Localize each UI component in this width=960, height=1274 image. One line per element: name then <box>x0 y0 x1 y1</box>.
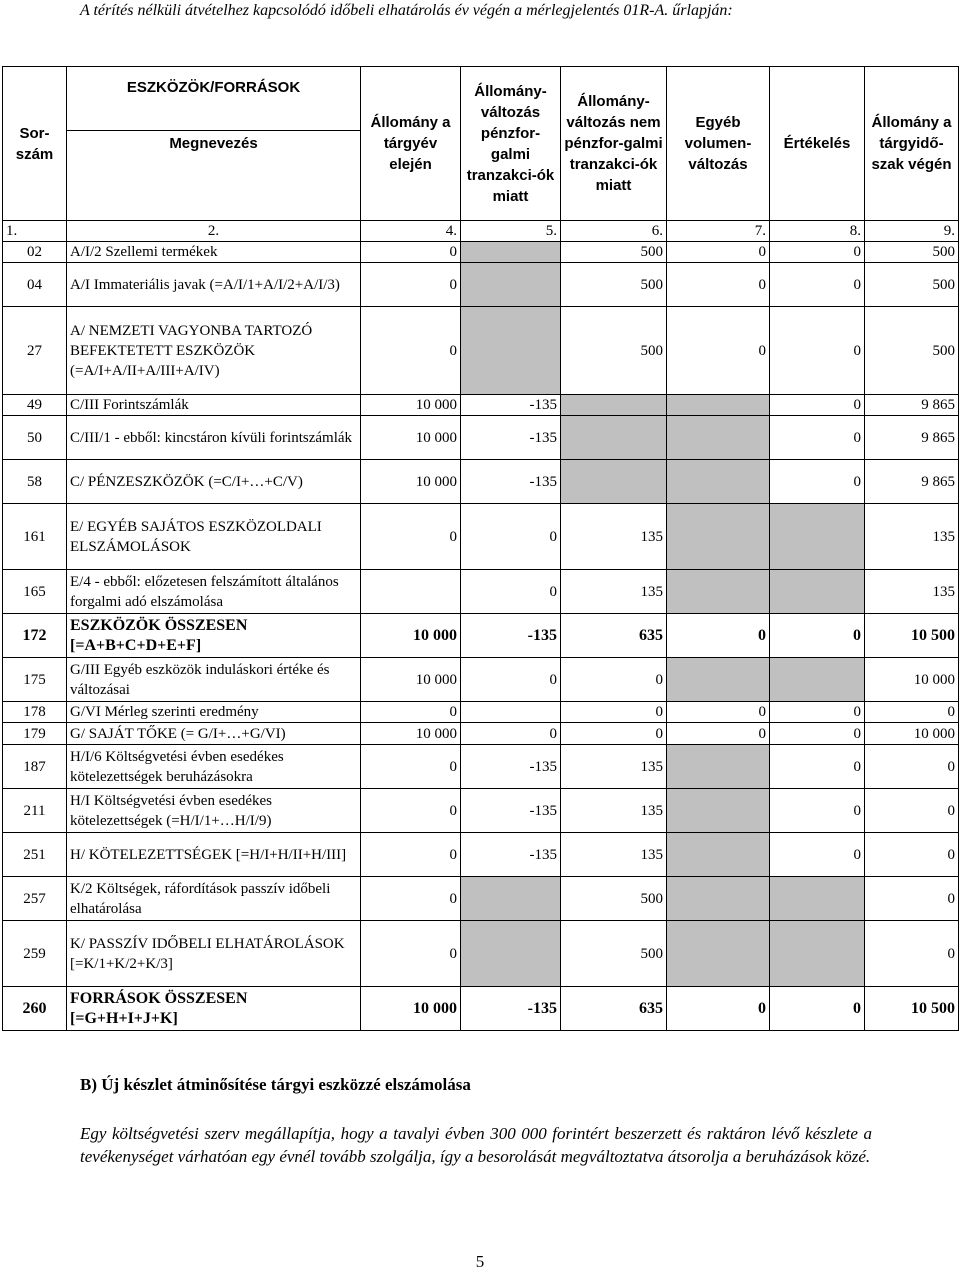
table-row <box>3 570 959 614</box>
row-value-col4 <box>361 570 461 614</box>
row-value-col9: 9 865 <box>865 460 959 504</box>
row-value-col8: 0 <box>770 416 865 460</box>
row-value-col6: 500 <box>561 307 667 395</box>
row-id: 50 <box>3 416 67 460</box>
header-egyeb-volumen: Egyéb volumen-változás <box>667 67 770 221</box>
table-row <box>3 395 959 416</box>
header-allomany-eleje: Állomány a tárgyév elején <box>361 67 461 221</box>
section-b-title: B) Új készlet átminősítése tárgyi eszközzé elszámolása <box>80 1075 471 1094</box>
row-value-col4: 0 <box>361 877 461 921</box>
row-id: 58 <box>3 460 67 504</box>
table-row <box>3 987 959 1031</box>
table-row <box>3 614 959 658</box>
row-value-col5 <box>461 242 561 263</box>
row-value-col8: 0 <box>770 987 865 1031</box>
row-id: 175 <box>3 658 67 702</box>
row-value-col9: 0 <box>865 921 959 987</box>
row-value-col7: 0 <box>667 307 770 395</box>
header-sorszam: Sor-szám <box>3 67 67 221</box>
row-value-col5: -135 <box>461 395 561 416</box>
row-value-col9: 0 <box>865 877 959 921</box>
header-ertekeles: Értékelés <box>770 67 865 221</box>
row-value-col4: 10 000 <box>361 614 461 658</box>
row-value-col6: 500 <box>561 877 667 921</box>
row-value-col4: 10 000 <box>361 395 461 416</box>
row-value-col5 <box>461 307 561 395</box>
table-row <box>3 242 959 263</box>
row-value-col7 <box>667 833 770 877</box>
row-value-col9: 0 <box>865 702 959 723</box>
row-value-col8 <box>770 658 865 702</box>
row-value-col8 <box>770 921 865 987</box>
table-row <box>3 877 959 921</box>
row-value-col8 <box>770 504 865 570</box>
row-value-col5: 0 <box>461 658 561 702</box>
row-value-col9: 0 <box>865 833 959 877</box>
row-value-col9: 135 <box>865 504 959 570</box>
row-value-col4: 0 <box>361 702 461 723</box>
row-name: C/III Forintszámlák <box>67 395 361 416</box>
row-id: 179 <box>3 723 67 745</box>
row-value-col4: 0 <box>361 745 461 789</box>
row-value-col6: 500 <box>561 263 667 307</box>
header-megnevezes: Megnevezés <box>67 131 361 221</box>
row-name: A/I Immateriális javak (=A/I/1+A/I/2+A/I/3) <box>67 263 361 307</box>
row-value-col7 <box>667 504 770 570</box>
row-value-col7 <box>667 416 770 460</box>
row-id: 04 <box>3 263 67 307</box>
table-row <box>3 702 959 723</box>
row-value-col6: 500 <box>561 921 667 987</box>
table-row <box>3 921 959 987</box>
row-value-col7 <box>667 745 770 789</box>
table-row <box>3 789 959 833</box>
row-id: 260 <box>3 987 67 1031</box>
col-number: 2. <box>67 221 361 242</box>
row-value-col9: 10 500 <box>865 987 959 1031</box>
row-value-col9: 9 865 <box>865 395 959 416</box>
row-id: 172 <box>3 614 67 658</box>
row-value-col7: 0 <box>667 987 770 1031</box>
row-value-col5: 0 <box>461 504 561 570</box>
row-value-col8: 0 <box>770 263 865 307</box>
row-value-col7 <box>667 570 770 614</box>
header-valtozas-nem-penzforgalmi: Állomány-változás nem pénzfor-galmi tranzakci-ók miatt <box>561 67 667 221</box>
col-number: 7. <box>667 221 770 242</box>
header-allomany-vegen: Állomány a tárgyidő-szak végén <box>865 67 959 221</box>
row-value-col4: 0 <box>361 307 461 395</box>
row-value-col9: 135 <box>865 570 959 614</box>
row-id: 161 <box>3 504 67 570</box>
row-id: 49 <box>3 395 67 416</box>
row-name: FORRÁSOK ÖSSZESEN [=G+H+I+J+K] <box>67 987 361 1031</box>
row-value-col6: 0 <box>561 658 667 702</box>
table-row <box>3 745 959 789</box>
row-value-col7 <box>667 877 770 921</box>
row-value-col8: 0 <box>770 745 865 789</box>
row-value-col8: 0 <box>770 789 865 833</box>
row-name: ESZKÖZÖK ÖSSZESEN [=A+B+C+D+E+F] <box>67 614 361 658</box>
row-name: A/I/2 Szellemi termékek <box>67 242 361 263</box>
row-value-col7 <box>667 789 770 833</box>
row-value-col6: 135 <box>561 570 667 614</box>
row-id: 165 <box>3 570 67 614</box>
row-value-col7 <box>667 658 770 702</box>
row-value-col6: 635 <box>561 987 667 1031</box>
row-value-col5 <box>461 921 561 987</box>
row-value-col6: 135 <box>561 745 667 789</box>
row-id: 187 <box>3 745 67 789</box>
table-row <box>3 416 959 460</box>
row-name: H/I/6 Költségvetési évben esedékes kötelezettségek beruházásokra <box>67 745 361 789</box>
row-value-col6 <box>561 395 667 416</box>
row-value-col7: 0 <box>667 723 770 745</box>
row-value-col9: 500 <box>865 263 959 307</box>
row-name: H/I Költségvetési évben esedékes kötelezettségek (=H/I/1+…H/I/9) <box>67 789 361 833</box>
row-value-col7 <box>667 921 770 987</box>
table-row <box>3 263 959 307</box>
row-id: 02 <box>3 242 67 263</box>
row-value-col7: 0 <box>667 263 770 307</box>
row-value-col6 <box>561 460 667 504</box>
row-value-col9: 500 <box>865 307 959 395</box>
row-value-col9: 9 865 <box>865 416 959 460</box>
row-value-col8: 0 <box>770 702 865 723</box>
table-row <box>3 307 959 395</box>
row-value-col8: 0 <box>770 460 865 504</box>
col-number: 9. <box>865 221 959 242</box>
header-valtozas-penzforgalmi: Állomány-változás pénzfor-galmi tranzakci-ók miatt <box>461 67 561 221</box>
row-value-col4: 0 <box>361 504 461 570</box>
row-value-col8: 0 <box>770 833 865 877</box>
row-value-col4: 0 <box>361 833 461 877</box>
row-value-col7: 0 <box>667 614 770 658</box>
row-value-col7: 0 <box>667 702 770 723</box>
col-number: 1. <box>3 221 67 242</box>
row-name: K/2 Költségek, ráfordítások passzív időbeli elhatárolása <box>67 877 361 921</box>
row-value-col6: 500 <box>561 242 667 263</box>
row-value-col8: 0 <box>770 614 865 658</box>
row-value-col9: 10 500 <box>865 614 959 658</box>
table-body <box>3 242 959 1031</box>
row-value-col4: 10 000 <box>361 987 461 1031</box>
row-value-col5: -135 <box>461 789 561 833</box>
page-number: 5 <box>475 1252 485 1271</box>
table-row <box>3 460 959 504</box>
column-number-row <box>3 221 959 242</box>
row-value-col7 <box>667 460 770 504</box>
row-value-col6: 135 <box>561 833 667 877</box>
intro-text: A térítés nélküli átvételhez kapcsolódó időbeli elhatárolás év végén a mérlegjelentés 01R-A. űrlapján: <box>80 2 733 19</box>
row-name: G/VI Mérleg szerinti eredmény <box>67 702 361 723</box>
row-value-col4: 0 <box>361 789 461 833</box>
row-value-col8: 0 <box>770 395 865 416</box>
row-value-col7: 0 <box>667 242 770 263</box>
row-value-col6: 135 <box>561 789 667 833</box>
table-row <box>3 833 959 877</box>
row-value-col5: -135 <box>461 460 561 504</box>
section-b-text: Egy költségvetési szerv megállapítja, hogy a tavalyi évben 300 000 forintért beszerzett és raktáron lévő készlete a tevékenységet várhatóan egy évnél tovább szolgálja, így a besorolását megváltoztatva átsorolja a beruházások közé. <box>80 1124 872 1166</box>
row-value-col8 <box>770 570 865 614</box>
col-number: 4. <box>361 221 461 242</box>
row-value-col9: 0 <box>865 789 959 833</box>
row-value-col4: 10 000 <box>361 723 461 745</box>
row-value-col9: 10 000 <box>865 723 959 745</box>
row-value-col4: 0 <box>361 263 461 307</box>
row-value-col4: 10 000 <box>361 460 461 504</box>
row-name: G/ SAJÁT TŐKE (= G/I+…+G/VI) <box>67 723 361 745</box>
row-name: K/ PASSZÍV IDŐBELI ELHATÁROLÁSOK [=K/1+K/2+K/3] <box>67 921 361 987</box>
row-value-col5: -135 <box>461 987 561 1031</box>
row-value-col4: 0 <box>361 242 461 263</box>
row-value-col6: 0 <box>561 702 667 723</box>
row-id: 259 <box>3 921 67 987</box>
row-value-col6 <box>561 416 667 460</box>
row-value-col9: 10 000 <box>865 658 959 702</box>
row-name: H/ KÖTELEZETTSÉGEK [=H/I+H/II+H/III] <box>67 833 361 877</box>
row-value-col7 <box>667 395 770 416</box>
row-value-col4: 10 000 <box>361 416 461 460</box>
row-value-col5: -135 <box>461 416 561 460</box>
row-value-col8: 0 <box>770 242 865 263</box>
col-number: 8. <box>770 221 865 242</box>
row-value-col5: -135 <box>461 614 561 658</box>
row-name: A/ NEMZETI VAGYONBA TARTOZÓ BEFEKTETETT ESZKÖZÖK (=A/I+A/II+A/III+A/IV) <box>67 307 361 395</box>
row-value-col5: 0 <box>461 723 561 745</box>
row-value-col5 <box>461 263 561 307</box>
row-name: E/4 - ebből: előzetesen felszámított általános forgalmi adó elszámolása <box>67 570 361 614</box>
row-id: 257 <box>3 877 67 921</box>
row-value-col6: 135 <box>561 504 667 570</box>
row-value-col9: 500 <box>865 242 959 263</box>
row-value-col9: 0 <box>865 745 959 789</box>
balance-table <box>2 66 959 1031</box>
col-number: 5. <box>461 221 561 242</box>
row-name: E/ EGYÉB SAJÁTOS ESZKÖZOLDALI ELSZÁMOLÁSOK <box>67 504 361 570</box>
row-value-col8: 0 <box>770 723 865 745</box>
col-number: 6. <box>561 221 667 242</box>
row-name: C/III/1 - ebből: kincstáron kívüli forintszámlák <box>67 416 361 460</box>
row-value-col8 <box>770 877 865 921</box>
row-id: 178 <box>3 702 67 723</box>
row-name: G/III Egyéb eszközök induláskori értéke és változásai <box>67 658 361 702</box>
row-value-col5: 0 <box>461 570 561 614</box>
row-value-col4: 0 <box>361 921 461 987</box>
row-value-col4: 10 000 <box>361 658 461 702</box>
row-value-col5: -135 <box>461 745 561 789</box>
row-value-col6: 635 <box>561 614 667 658</box>
row-value-col6: 0 <box>561 723 667 745</box>
row-value-col5 <box>461 702 561 723</box>
row-value-col8: 0 <box>770 307 865 395</box>
row-name: C/ PÉNZESZKÖZÖK (=C/I+…+C/V) <box>67 460 361 504</box>
table-row <box>3 658 959 702</box>
row-value-col5 <box>461 877 561 921</box>
header-eszkozok-forrasok: ESZKÖZÖK/FORRÁSOK <box>67 67 361 131</box>
row-id: 251 <box>3 833 67 877</box>
row-value-col5: -135 <box>461 833 561 877</box>
row-id: 27 <box>3 307 67 395</box>
table-row <box>3 504 959 570</box>
row-id: 211 <box>3 789 67 833</box>
table-row <box>3 723 959 745</box>
